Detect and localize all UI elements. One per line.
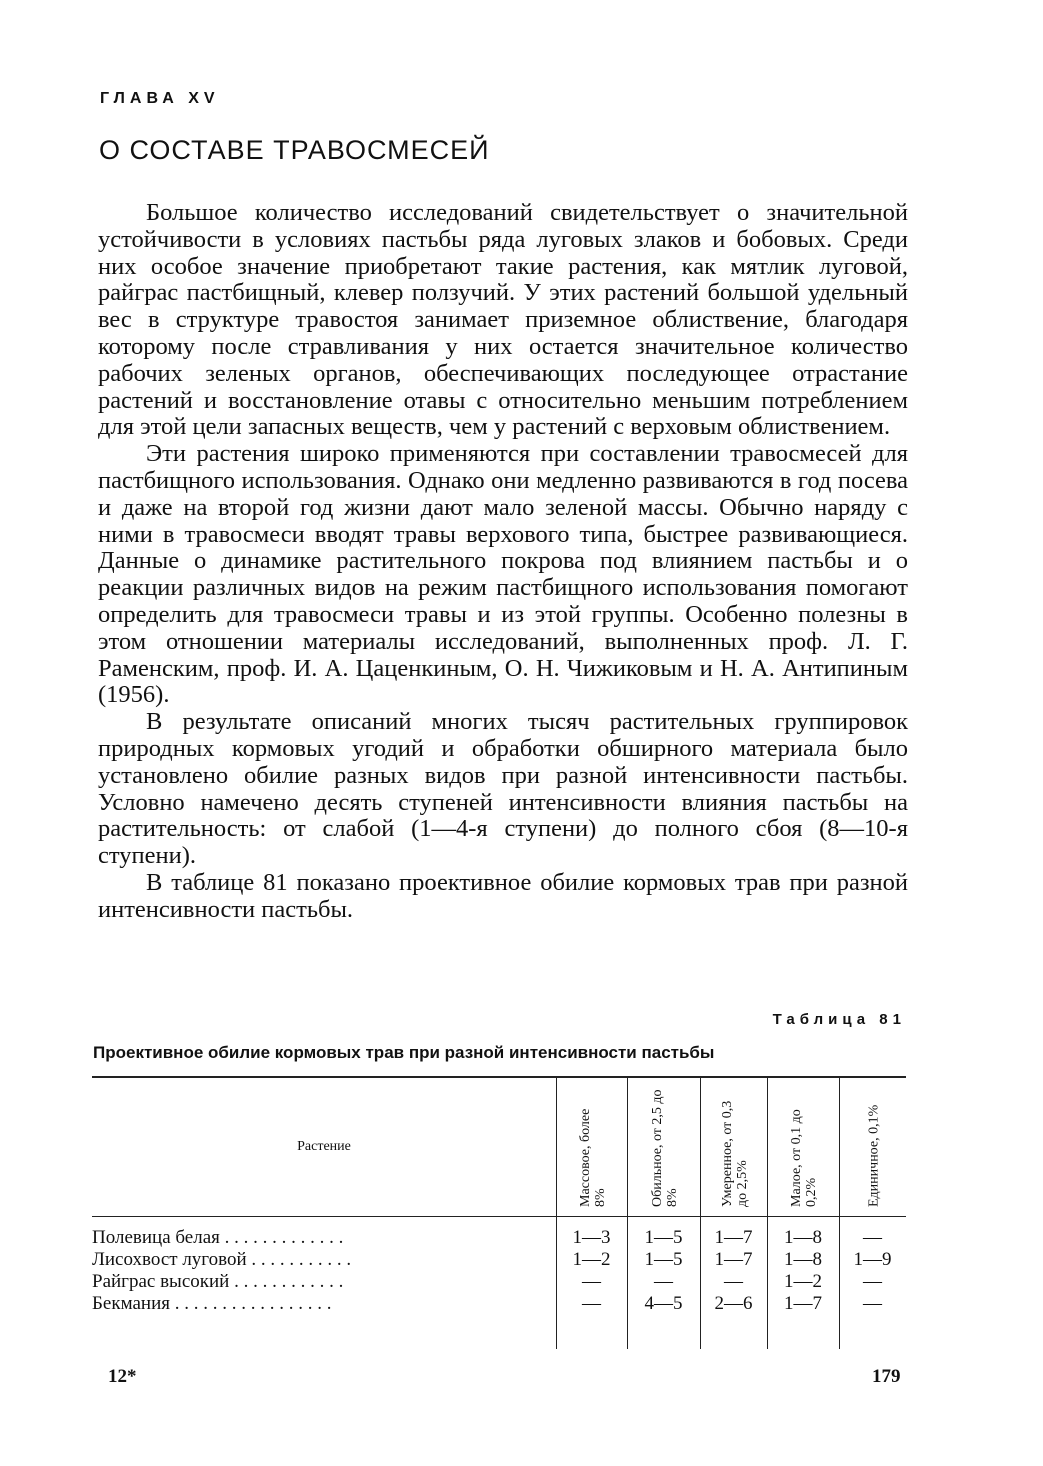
plant-name: Райграс высокий . . . . . . . . . . . . — [92, 1271, 344, 1292]
cell-moderate: 1—7 — [714, 1227, 753, 1248]
table-body — [92, 1217, 906, 1349]
signature-mark: 12* — [108, 1366, 137, 1387]
chapter-title: О СОСТАВЕ ТРАВОСМЕСЕЙ — [99, 135, 490, 165]
cell-small: 1—2 — [784, 1271, 822, 1292]
plant-name: Лисохвост луговой . . . . . . . . . . . — [92, 1249, 352, 1270]
paragraph: В результате описаний многих тысяч растительных группировок природных кормовых угодий и обработки обширного материала было установлено обилие разных видов при разной интенсивности пастьбы. Условно намечено десять ступеней интенсивности влияния пастьбы на растительность: от слабой (1—4-я ступени) до полного сбоя (8—10-я ступени). — [98, 708, 908, 870]
page-number: 179 — [872, 1366, 901, 1387]
cell-single: — — [863, 1271, 882, 1292]
cell-moderate: 1—7 — [714, 1249, 753, 1270]
header-small: Малое, от 0,1 до 0,2% — [789, 1109, 819, 1207]
header-moderate: Умеренное, от 0,3 до 2,5% — [719, 1100, 750, 1207]
cell-abundant: 1—5 — [644, 1249, 683, 1270]
plant-name: Бекмания . . . . . . . . . . . . . . . . . — [92, 1293, 332, 1314]
header-massive: Массовое, более 8% — [577, 1108, 608, 1207]
cell-small: 1—7 — [784, 1293, 822, 1314]
table-row — [92, 1227, 906, 1249]
table-row — [92, 1271, 906, 1293]
plant-name: Полевица белая . . . . . . . . . . . . . — [92, 1227, 344, 1248]
body-text — [98, 200, 908, 924]
header-col — [700, 1078, 768, 1216]
cell-single: 1—9 — [853, 1249, 892, 1270]
paragraph: В таблице 81 показано проективное обилие кормовых трав при разной интенсивности пастьбы. — [98, 868, 908, 923]
chapter-heading: ГЛАВА XV — [100, 90, 220, 107]
header-col — [767, 1078, 840, 1216]
table-label: Таблица 81 — [772, 1011, 906, 1028]
header-single: Единичное, 0,1% — [866, 1104, 881, 1207]
paragraph: Эти растения широко применяются при составлении травосмесей для пастбищного использования. Однако они медленно развиваются в год посева и даже на второй год жизни дают мало зеленой массы. Обычно наряду с ними в травосмеси вводят травы верхового типа, быстрее развивающиеся. Данные о динамике растительного покрова под влиянием пастьбы и о реакции различных видов на режим пастбищного использования помогают определить для травосмеси травы и из этой группы. Особенно полезны в этом отношении материалы исследований, выполненных проф. Л. Г. Раменским, проф. И. А. Цаценкиным, О. Н. Чижиковым и Н. А. Антипиным (1956). — [98, 440, 908, 709]
cell-massive: — — [582, 1271, 601, 1292]
paragraph: Большое количество исследований свидетельствует о значительной устойчивости в условиях пастьбы ряда луговых злаков и бобовых. Среди них особое значение приобретают такие растения, как мятлик луговой, райграс пастбищный, клевер ползучий. У этих растений большой удельный вес в структуре травостоя занимает приземное облиствение, благодаря которому после стравливания у них остается значительное количество рабочих зеленых органов, обеспечивающих последующее отрастание растений и восстановление отавы с относительно меньшим потреблением для этой цели запасных веществ, чем у растений с верховым облиствением. — [98, 199, 908, 441]
cell-small: 1—8 — [784, 1249, 822, 1270]
cell-single: — — [863, 1293, 882, 1314]
header-abundant: Обильное, от 2,5 до 8% — [649, 1089, 680, 1207]
cell-abundant: — — [654, 1271, 673, 1292]
cell-massive: 1—2 — [572, 1249, 611, 1270]
table-title: Проективное обилие кормовых трав при разной интенсивности пастьбы — [93, 1043, 715, 1062]
abundance-table — [92, 1076, 906, 1349]
cell-moderate: 2—6 — [714, 1293, 753, 1314]
table-row — [92, 1249, 906, 1271]
cell-single: — — [863, 1227, 882, 1248]
cell-massive: — — [582, 1293, 601, 1314]
cell-moderate: — — [724, 1271, 743, 1292]
cell-small: 1—8 — [784, 1227, 822, 1248]
header-plant: Растение — [297, 1139, 351, 1154]
header-col — [556, 1078, 628, 1216]
header-col — [627, 1078, 701, 1216]
cell-abundant: 1—5 — [644, 1227, 683, 1248]
header-col — [839, 1078, 907, 1216]
cell-massive: 1—3 — [572, 1227, 611, 1248]
cell-abundant: 4—5 — [644, 1293, 683, 1314]
table-header — [92, 1078, 906, 1217]
table-row — [92, 1293, 906, 1315]
